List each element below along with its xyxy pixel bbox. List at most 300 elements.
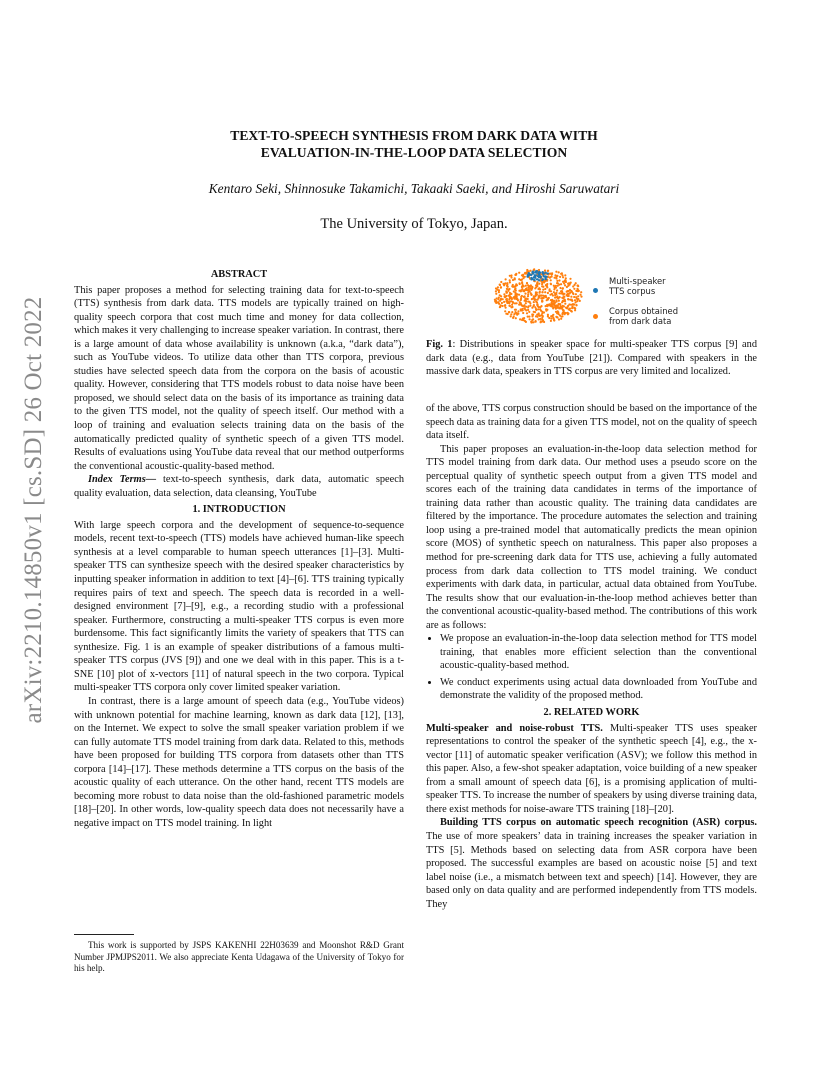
scatter-point-dark-data xyxy=(565,277,567,279)
scatter-point-dark-data xyxy=(538,283,540,285)
scatter-point-dark-data xyxy=(547,270,549,272)
scatter-point-dark-data xyxy=(562,311,564,313)
scatter-point-dark-data xyxy=(571,310,573,312)
scatter-point-dark-data xyxy=(542,286,544,288)
scatter-point-dark-data xyxy=(553,285,555,287)
scatter-point-dark-data xyxy=(546,304,548,306)
scatter-point-dark-data xyxy=(521,274,523,276)
scatter-point-dark-data xyxy=(527,284,529,286)
scatter-point-dark-data xyxy=(517,298,519,300)
scatter-point-dark-data xyxy=(541,301,543,303)
scatter-point-dark-data xyxy=(499,284,501,286)
scatter-point-dark-data xyxy=(498,297,500,299)
scatter-point-dark-data xyxy=(514,311,516,313)
title-line-1: TEXT-TO-SPEECH SYNTHESIS FROM DARK DATA WITH xyxy=(230,128,598,143)
scatter-point-dark-data xyxy=(527,306,529,308)
intro-paragraph-2: In contrast, there is a large amount of speech data (e.g., YouTube videos) with unknown potential for machine learning, known as dark data [12], [13], on the Internet. We expect to solve the small speaker variation problem if we can fully automate TTS model training from dark data. Related to this, methods have been proposed for building TTS corpora from datasets other than TTS corpora [14]–[17]. These methods determine a TTS corpus on the basis of the acoustic quality of each utterance. On the other hand, recent TTS models are becoming more robust to data noise than the old-fashioned parametric models [18]–[20]. In other words, low-quality speech data does not necessarily have a negative impact on TTS model training. In light xyxy=(74,695,404,829)
scatter-point-dark-data xyxy=(526,282,528,284)
scatter-point-dark-data xyxy=(535,309,537,311)
scatter-point-dark-data xyxy=(532,314,534,316)
scatter-point-tts-corpus xyxy=(534,277,536,279)
scatter-point-dark-data xyxy=(577,299,579,301)
section-2-heading: 2. RELATED WORK xyxy=(543,707,640,719)
scatter-point-dark-data xyxy=(572,285,574,287)
scatter-point-dark-data xyxy=(516,302,518,304)
scatter-point-dark-data xyxy=(534,287,536,289)
related-work-paragraph-2: Building TTS corpus on automatic speech recognition (ASR) corpus. The use of more speakers’ data in training increases the speaker variation in TTS [5]. Methods based on selecting data from ASR corpora have been proposed. The successful examples are based on acoustic noise [5] and text label noise (i.e., a mismatch between text and speech) [14]. However, they are based only on data quality and are performed independently from TTS models. They xyxy=(426,817,757,910)
scatter-point-dark-data xyxy=(531,307,533,309)
abstract-text: This paper proposes a method for selecting training data for text-to-speech (TTS) synthesis from dark data. TTS models are typically trained on high-quality speech corpora that cost much time and money for data collection, which makes it very challenging to increase speaker variation. In contrast, there is a large amount of data whose availability is unknown (a.k.a, “dark data”), such as YouTube videos. To utilize data other than TTS corpora, previous studies have selected speech data from the corpora on the basis of acoustic quality. However, considering that TTS models robust to data noise have been proposed, we should select data on the basis of its importance as training data to the given TTS model, not the quality of speech itself. Our method with a loop of training and evaluation selects training data on the basis of the automatically predicted quality of synthetic speech of a given TTS model. Results of evaluations using YouTube data reveal that our method outperforms the conventional acoustic-quality-based method. xyxy=(74,284,405,472)
scatter-point-dark-data xyxy=(558,279,560,281)
scatter-point-dark-data xyxy=(500,281,502,283)
scatter-point-dark-data xyxy=(499,294,501,296)
scatter-point-dark-data xyxy=(555,271,557,273)
scatter-point-dark-data xyxy=(577,295,579,297)
legend-marker-dark-data xyxy=(593,314,598,319)
scatter-point-dark-data xyxy=(537,297,539,299)
scatter-point-dark-data xyxy=(538,292,540,294)
scatter-point-dark-data xyxy=(564,279,566,281)
scatter-point-dark-data xyxy=(550,283,552,285)
scatter-point-tts-corpus xyxy=(532,273,534,275)
scatter-point-dark-data xyxy=(522,309,524,311)
scatter-point-dark-data xyxy=(525,302,527,304)
scatter-point-tts-corpus xyxy=(543,275,545,277)
scatter-point-dark-data xyxy=(514,288,516,290)
caption-text: : Distributions in speaker space for multi-speaker TTS corpus [9] and dark data (e.g., data from YouTube [21]). Compared with speakers in the massive dark data, speakers in TTS corpus are very limited and localized. xyxy=(426,339,757,378)
scatter-point-dark-data xyxy=(511,300,513,302)
scatter-point-dark-data xyxy=(526,269,528,271)
scatter-point-dark-data xyxy=(564,284,566,286)
legend-label-dark-data: Corpus obtained from dark data xyxy=(609,306,679,326)
scatter-point-dark-data xyxy=(562,281,564,283)
scatter-point-dark-data xyxy=(561,315,563,317)
scatter-point-dark-data xyxy=(564,313,566,315)
scatter-point-dark-data xyxy=(559,303,561,305)
scatter-point-dark-data xyxy=(563,309,565,311)
scatter-point-dark-data xyxy=(510,276,512,278)
scatter-point-dark-data xyxy=(510,313,512,315)
scatter-point-dark-data xyxy=(499,300,501,302)
scatter-point-dark-data xyxy=(556,289,558,291)
scatter-point-dark-data xyxy=(575,293,577,295)
scatter-point-dark-data xyxy=(557,285,559,287)
scatter-point-dark-data xyxy=(555,285,557,287)
scatter-point-dark-data xyxy=(509,279,511,281)
scatter-point-dark-data xyxy=(539,308,541,310)
scatter-point-dark-data xyxy=(550,279,552,281)
scatter-point-dark-data xyxy=(496,301,498,303)
scatter-point-dark-data xyxy=(509,281,511,283)
index-terms-text: text-to-speech synthesis, dark data, automatic speech quality evaluation, data selection, data cleansing, YouTube xyxy=(74,474,404,499)
scatter-point-dark-data xyxy=(511,311,513,313)
scatter-point-dark-data xyxy=(504,310,506,312)
scatter-point-dark-data xyxy=(563,305,565,307)
scatter-point-dark-data xyxy=(505,278,507,280)
scatter-point-dark-data xyxy=(568,293,570,295)
section-1-heading: 1. INTRODUCTION xyxy=(192,504,286,516)
scatter-point-dark-data xyxy=(573,296,575,298)
scatter-point-dark-data xyxy=(521,305,523,307)
scatter-point-dark-data xyxy=(562,276,564,278)
scatter-point-tts-corpus xyxy=(533,279,535,281)
scatter-point-tts-corpus xyxy=(530,277,532,279)
tsne-plot xyxy=(490,264,590,328)
scatter-point-dark-data xyxy=(524,300,526,302)
scatter-point-dark-data xyxy=(518,282,520,284)
scatter-point-dark-data xyxy=(517,310,519,312)
scatter-point-dark-data xyxy=(550,315,552,317)
intro-paragraph-1: With large speech corpora and the development of sequence-to-sequence models, recent text-to-speech (TTS) models have achieved human-like speech synthesis at a level comparable to human speech utterances [1]–[3]. Multi-speaker TTS can synthesize speech with the desired speaker characteristics by inputting speaker information in addition to text [4]–[6]. TTS training typically requires pairs of text and speech. The speech data is recorded in a well-designed environment [7]–[9], e.g., a recording studio with a professional speaker. Furthermore, constructing a multi-speaker TTS corpus is even more burdensome. This fact significantly limits the variety of speakers that TTS can synthesize. Fig. 1 is an example of speaker distributions of a famous multi-speaker TTS corpus (JVS [9]) and one we deal with in this paper. This is a t-SNE [10] plot of x-vectors [11] of natural speech in the two corpora. Typical multi-speaker TTS corpora only cover limited speaker variation. xyxy=(74,519,404,694)
scatter-point-dark-data xyxy=(519,318,521,320)
scatter-point-dark-data xyxy=(510,274,512,276)
scatter-point-dark-data xyxy=(560,283,562,285)
scatter-point-dark-data xyxy=(532,297,534,299)
scatter-point-dark-data xyxy=(549,288,551,290)
scatter-point-dark-data xyxy=(529,305,531,307)
scatter-point-dark-data xyxy=(511,298,513,300)
scatter-point-dark-data xyxy=(523,317,525,319)
scatter-point-dark-data xyxy=(569,278,571,280)
scatter-point-dark-data xyxy=(533,268,535,270)
scatter-point-dark-data xyxy=(540,305,542,307)
scatter-point-dark-data xyxy=(507,301,509,303)
scatter-point-dark-data xyxy=(524,307,526,309)
scatter-point-dark-data xyxy=(495,293,497,295)
scatter-point-dark-data xyxy=(507,290,509,292)
scatter-point-dark-data xyxy=(510,306,512,308)
scatter-point-dark-data xyxy=(537,303,539,305)
scatter-point-dark-data xyxy=(501,305,503,307)
contributions-list xyxy=(426,632,757,703)
scatter-point-dark-data xyxy=(529,270,531,272)
scatter-point-dark-data xyxy=(531,319,533,321)
scatter-point-dark-data xyxy=(529,301,531,303)
scatter-point-dark-data xyxy=(539,288,541,290)
scatter-point-tts-corpus xyxy=(526,276,528,278)
scatter-point-dark-data xyxy=(547,292,549,294)
scatter-point-dark-data xyxy=(554,294,556,296)
scatter-point-dark-data xyxy=(544,269,546,271)
arxiv-stamp: arXiv:2210.14850v1 [cs.SD] 26 Oct 2022 xyxy=(20,296,47,724)
scatter-point-dark-data xyxy=(510,296,512,298)
scatter-point-tts-corpus xyxy=(534,274,536,276)
scatter-point-dark-data xyxy=(555,308,557,310)
legend-marker-tts-corpus xyxy=(593,288,598,293)
scatter-point-dark-data xyxy=(523,296,525,298)
figure-1-caption xyxy=(426,338,757,379)
scatter-point-dark-data xyxy=(527,316,529,318)
scatter-point-dark-data xyxy=(508,298,510,300)
scatter-point-dark-data xyxy=(558,300,560,302)
scatter-point-tts-corpus xyxy=(539,272,541,274)
scatter-point-dark-data xyxy=(542,289,544,291)
index-terms-label: Index Terms— xyxy=(88,474,157,486)
scatter-point-dark-data xyxy=(515,292,517,294)
scatter-point-dark-data xyxy=(500,298,502,300)
scatter-point-dark-data xyxy=(550,299,552,301)
scatter-point-dark-data xyxy=(521,279,523,281)
scatter-point-dark-data xyxy=(525,285,527,287)
scatter-point-dark-data xyxy=(550,320,552,322)
scatter-point-dark-data xyxy=(557,282,559,284)
scatter-point-dark-data xyxy=(545,308,547,310)
scatter-point-dark-data xyxy=(510,315,512,317)
scatter-point-dark-data xyxy=(572,292,574,294)
scatter-point-dark-data xyxy=(514,274,516,276)
right-column xyxy=(426,402,757,911)
scatter-point-dark-data xyxy=(566,306,568,308)
scatter-point-dark-data xyxy=(580,291,582,293)
scatter-point-dark-data xyxy=(571,306,573,308)
scatter-point-dark-data xyxy=(503,293,505,295)
scatter-point-dark-data xyxy=(520,290,522,292)
related-work-heading-1: Multi-speaker and noise-robust TTS. xyxy=(426,722,603,734)
scatter-point-dark-data xyxy=(543,281,545,283)
scatter-point-dark-data xyxy=(495,290,497,292)
scatter-point-dark-data xyxy=(558,271,560,273)
scatter-point-dark-data xyxy=(506,282,508,284)
right-paragraph-2: This paper proposes an evaluation-in-the-loop data selection method for TTS model training from dark data. Our method uses a pseudo score on the perceptual quality of synthetic speech output from a given TTS model and scores each of the training data candidates in terms of the importance of training data rather than acoustic quality. The training data candidates are filtered by the importance. The procedure automates the selection and training loop using a pre-trained model that automatically predicts the mean opinion score (MOS) of synthetic speech on naturalness. This paper also proposes a method for pre-screening dark data for TTS use, achieving a fully automated process from dark data collection to TTS model training. We conduct experiments with dark data, in particular, actual data obtained from YouTube. The results show that our evaluation-in-the-loop method achieves better than the conventional acoustic-quality-based method. The contributions of this work are as follows: xyxy=(426,443,757,631)
scatter-point-dark-data xyxy=(557,312,559,314)
scatter-point-dark-data xyxy=(534,306,536,308)
scatter-point-dark-data xyxy=(536,294,538,296)
scatter-point-dark-data xyxy=(504,296,506,298)
scatter-point-dark-data xyxy=(525,321,527,323)
scatter-point-dark-data xyxy=(556,280,558,282)
scatter-point-dark-data xyxy=(541,321,543,323)
scatter-point-dark-data xyxy=(544,288,546,290)
scatter-point-dark-data xyxy=(527,291,529,293)
scatter-point-dark-data xyxy=(533,295,535,297)
title-line-2: EVALUATION-IN-THE-LOOP DATA SELECTION xyxy=(260,145,568,160)
scatter-point-dark-data xyxy=(495,287,497,289)
legend-label-tts-corpus: Multi-speaker TTS corpus xyxy=(609,276,666,296)
scatter-point-dark-data xyxy=(523,290,525,292)
scatter-point-dark-data xyxy=(564,274,566,276)
scatter-point-dark-data xyxy=(520,299,522,301)
scatter-point-dark-data xyxy=(576,288,578,290)
related-work-heading-2: Building TTS corpus on automatic speech recognition (ASR) corpus. xyxy=(440,817,757,829)
scatter-point-dark-data xyxy=(556,316,558,318)
scatter-point-dark-data xyxy=(567,313,569,315)
scatter-point-dark-data xyxy=(510,293,512,295)
scatter-point-dark-data xyxy=(561,290,563,292)
scatter-point-dark-data xyxy=(549,305,551,307)
scatter-point-dark-data xyxy=(506,285,508,287)
scatter-point-tts-corpus xyxy=(547,272,549,274)
scatter-point-dark-data xyxy=(553,319,555,321)
scatter-point-dark-data xyxy=(506,292,508,294)
scatter-point-dark-data xyxy=(535,315,537,317)
scatter-point-tts-corpus xyxy=(528,272,530,274)
scatter-point-tts-corpus xyxy=(544,275,546,277)
scatter-point-dark-data xyxy=(564,303,566,305)
scatter-point-dark-data xyxy=(507,313,509,315)
scatter-point-tts-corpus xyxy=(545,272,547,274)
scatter-point-dark-data xyxy=(527,293,529,295)
scatter-point-dark-data xyxy=(504,282,506,284)
scatter-point-tts-corpus xyxy=(532,271,534,273)
scatter-point-dark-data xyxy=(538,312,540,314)
scatter-point-dark-data xyxy=(498,291,500,293)
scatter-point-tts-corpus xyxy=(542,278,544,280)
scatter-point-dark-data xyxy=(550,317,552,319)
scatter-point-dark-data xyxy=(519,302,521,304)
scatter-point-dark-data xyxy=(525,306,527,308)
scatter-point-dark-data xyxy=(579,294,581,296)
scatter-point-dark-data xyxy=(551,273,553,275)
scatter-point-dark-data xyxy=(562,297,564,299)
scatter-point-dark-data xyxy=(522,277,524,279)
scatter-point-dark-data xyxy=(547,315,549,317)
scatter-point-dark-data xyxy=(543,321,545,323)
scatter-point-dark-data xyxy=(545,295,547,297)
scatter-point-dark-data xyxy=(555,299,557,301)
scatter-point-dark-data xyxy=(512,279,514,281)
scatter-point-dark-data xyxy=(573,288,575,290)
scatter-point-dark-data xyxy=(567,298,569,300)
scatter-point-dark-data xyxy=(559,276,561,278)
scatter-point-dark-data xyxy=(497,286,499,288)
scatter-point-dark-data xyxy=(513,315,515,317)
index-terms xyxy=(74,473,404,500)
scatter-point-dark-data xyxy=(552,314,554,316)
scatter-point-dark-data xyxy=(526,312,528,314)
figure-1 xyxy=(490,262,700,332)
scatter-point-dark-data xyxy=(580,296,582,298)
scatter-point-dark-data xyxy=(542,291,544,293)
scatter-point-dark-data xyxy=(505,307,507,309)
scatter-point-dark-data xyxy=(548,297,550,299)
scatter-point-dark-data xyxy=(550,290,552,292)
scatter-point-dark-data xyxy=(575,304,577,306)
scatter-point-dark-data xyxy=(542,295,544,297)
scatter-point-dark-data xyxy=(561,274,563,276)
contribution-item-1: • We propose an evaluation-in-the-loop data selection method for TTS model training, that enables more efficient selection than the conventional acoustic-quality-based method. xyxy=(440,632,757,673)
scatter-point-dark-data xyxy=(496,297,498,299)
scatter-point-dark-data xyxy=(538,318,540,320)
scatter-point-dark-data xyxy=(514,296,516,298)
scatter-point-dark-data xyxy=(515,317,517,319)
scatter-point-dark-data xyxy=(571,300,573,302)
scatter-point-dark-data xyxy=(569,308,571,310)
scatter-point-dark-data xyxy=(522,312,524,314)
scatter-point-dark-data xyxy=(528,311,530,313)
left-column xyxy=(74,268,404,830)
scatter-point-dark-data xyxy=(518,294,520,296)
scatter-point-dark-data xyxy=(536,284,538,286)
scatter-point-dark-data xyxy=(529,318,531,320)
scatter-point-dark-data xyxy=(530,292,532,294)
scatter-point-dark-data xyxy=(562,292,564,294)
scatter-point-dark-data xyxy=(566,286,568,288)
scatter-point-dark-data xyxy=(528,288,530,290)
right-paragraph-1: of the above, TTS corpus construction should be based on the importance of the speech data as training data for a given TTS model, not on the quality of speech data itself. xyxy=(426,403,757,442)
scatter-point-dark-data xyxy=(523,304,525,306)
scatter-point-dark-data xyxy=(503,301,505,303)
scatter-point-dark-data xyxy=(527,298,529,300)
scatter-point-dark-data xyxy=(544,291,546,293)
scatter-point-dark-data xyxy=(521,288,523,290)
scatter-point-dark-data xyxy=(549,277,551,279)
scatter-point-dark-data xyxy=(506,298,508,300)
scatter-point-dark-data xyxy=(541,314,543,316)
scatter-point-dark-data xyxy=(535,321,537,323)
scatter-point-dark-data xyxy=(501,302,503,304)
contribution-item-2: • We conduct experiments using actual data downloaded from YouTube and demonstrate the validity of the proposed method. xyxy=(440,676,757,703)
scatter-point-dark-data xyxy=(542,297,544,299)
scatter-point-dark-data xyxy=(573,303,575,305)
scatter-point-dark-data xyxy=(533,301,535,303)
scatter-point-dark-data xyxy=(574,299,576,301)
authors: Kentaro Seki, Shinnosuke Takamichi, Takaaki Saeki, and Hiroshi Saruwatari xyxy=(208,181,620,196)
scatter-point-dark-data xyxy=(527,309,529,311)
scatter-point-dark-data xyxy=(577,284,579,286)
scatter-point-dark-data xyxy=(562,300,564,302)
footnote: This work is supported by JSPS KAKENHI 22H03639 and Moonshot R&D Grant Number JPMJPS2011. We also appreciate Kenta Udagawa of the University of Tokyo for his help. xyxy=(74,940,404,974)
scatter-point-dark-data xyxy=(524,293,526,295)
paper-title xyxy=(0,127,828,161)
scatter-point-dark-data xyxy=(523,285,525,287)
scatter-point-dark-data xyxy=(574,309,576,311)
scatter-point-dark-data xyxy=(514,277,516,279)
scatter-point-dark-data xyxy=(568,282,570,284)
scatter-point-dark-data xyxy=(521,319,523,321)
scatter-point-dark-data xyxy=(520,296,522,298)
scatter-point-dark-data xyxy=(535,301,537,303)
scatter-point-dark-data xyxy=(533,311,535,313)
scatter-point-dark-data xyxy=(554,277,556,279)
scatter-point-dark-data xyxy=(524,272,526,274)
affiliation: The University of Tokyo, Japan. xyxy=(320,216,508,232)
scatter-point-dark-data xyxy=(557,297,559,299)
scatter-point-dark-data xyxy=(500,287,502,289)
footnote-rule xyxy=(74,934,134,935)
scatter-point-dark-data xyxy=(575,282,577,284)
scatter-point-dark-data xyxy=(577,290,579,292)
caption-label: Fig. 1 xyxy=(426,339,453,350)
scatter-point-dark-data xyxy=(558,318,560,320)
scatter-point-dark-data xyxy=(570,296,572,298)
scatter-point-dark-data xyxy=(579,300,581,302)
scatter-point-dark-data xyxy=(570,304,572,306)
scatter-point-dark-data xyxy=(518,272,520,274)
scatter-point-dark-data xyxy=(530,321,532,323)
scatter-point-dark-data xyxy=(502,283,504,285)
scatter-point-dark-data xyxy=(539,294,541,296)
scatter-point-dark-data xyxy=(541,283,543,285)
scatter-point-dark-data xyxy=(536,292,538,294)
scatter-point-dark-data xyxy=(499,306,501,308)
scatter-point-dark-data xyxy=(573,307,575,309)
scatter-point-dark-data xyxy=(558,292,560,294)
scatter-point-tts-corpus xyxy=(535,272,537,274)
scatter-point-dark-data xyxy=(515,283,517,285)
scatter-point-dark-data xyxy=(512,284,514,286)
scatter-point-dark-data xyxy=(559,307,561,309)
scatter-point-dark-data xyxy=(556,295,558,297)
related-work-paragraph-1: Multi-speaker and noise-robust TTS. Multi-speaker TTS uses speaker representations to control the speaker of the synthetic speech [4], e.g., the x-vector [11] of automatic speaker verification (ASV); we follow this method in this paper. Also, a few-shot speaker adaptation, voice building of a new speaker from a small amount of speech data [6], is a promising application of multi-speaker TTS. To increase the number of speakers by using diverse training data, there exist methods for noise-aware TTS training [18]–[20]. xyxy=(426,722,757,815)
scatter-point-dark-data xyxy=(560,318,562,320)
scatter-point-dark-data xyxy=(508,311,510,313)
scatter-point-dark-data xyxy=(559,287,561,289)
scatter-point-tts-corpus xyxy=(545,278,547,280)
scatter-point-dark-data xyxy=(551,293,553,295)
scatter-point-dark-data xyxy=(546,285,548,287)
scatter-point-dark-data xyxy=(514,309,516,311)
scatter-point-tts-corpus xyxy=(539,274,541,276)
